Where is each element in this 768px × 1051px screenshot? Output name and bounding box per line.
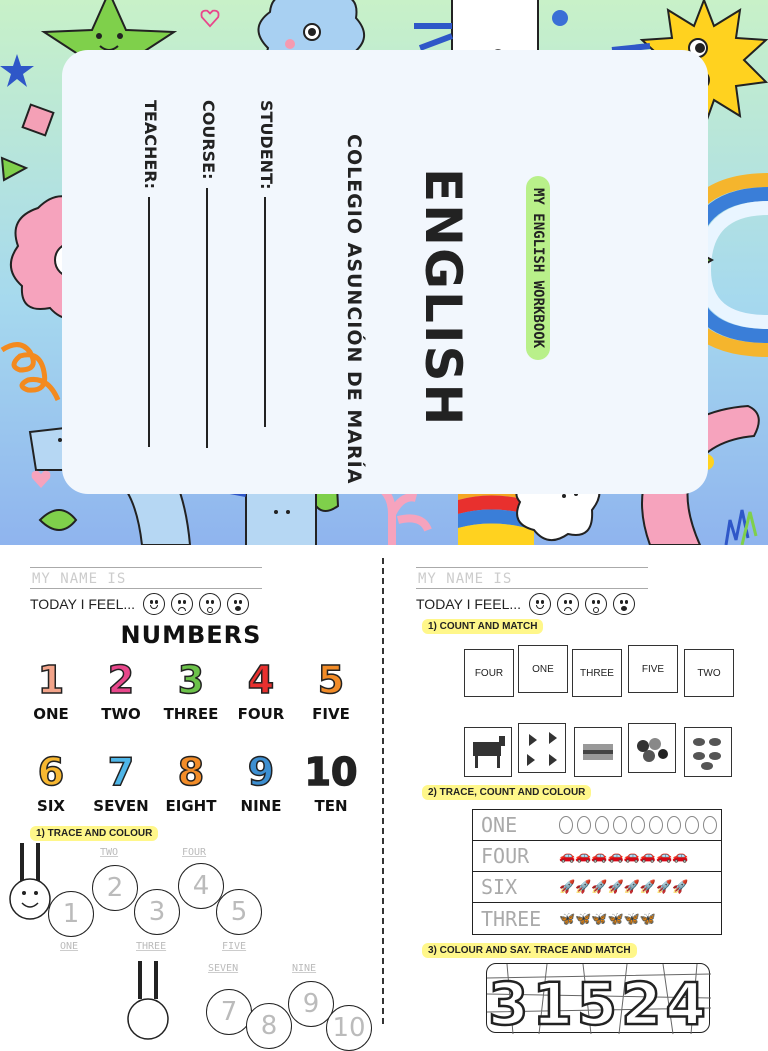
table-row: THREE 🦋🦋🦋🦋🦋🦋 — [481, 906, 657, 931]
orange-swirl-icon — [0, 336, 62, 406]
numbers-row-1 — [16, 657, 366, 723]
colour-by-number-picture[interactable] — [486, 963, 710, 1038]
activity-colour-say-label: 3) COLOUR AND SAY. TRACE AND MATCH — [422, 943, 637, 958]
number-card: 8 EIGHT — [165, 750, 217, 815]
page-divider — [382, 558, 384, 1024]
trace-word: FOUR — [182, 847, 207, 858]
table-row: FOUR 🚗🚗🚗🚗🚗🚗🚗🚗 — [473, 841, 721, 872]
puzzle-word-piece[interactable]: FOUR — [464, 649, 514, 697]
teacher-label: TEACHER: — [141, 100, 160, 190]
activity-trace-colour-label: 1) TRACE AND COLOUR — [30, 826, 158, 841]
teacher-field[interactable] — [141, 100, 160, 447]
numbers-worksheet — [0, 545, 382, 1043]
trace-circle[interactable]: 10 — [326, 1005, 372, 1051]
trace-circle[interactable]: 7 — [206, 989, 252, 1035]
course-line — [207, 188, 209, 448]
trace-circle[interactable]: 4 — [178, 863, 224, 909]
butterfly-icons[interactable]: 🦋🦋🦋🦋🦋🦋 — [559, 910, 657, 926]
feel-label: TODAY I FEEL... — [30, 596, 136, 612]
count-match-worksheet — [386, 545, 768, 1038]
puzzle-picture-butterflies[interactable] — [518, 723, 566, 773]
trace-circle[interactable]: 9 — [288, 981, 334, 1027]
number-card: 10 TEN — [304, 750, 358, 815]
puzzle-picture-balls[interactable] — [628, 723, 676, 773]
trace-circle[interactable]: 1 — [48, 891, 94, 937]
student-field[interactable] — [257, 100, 276, 427]
feel-label: TODAY I FEEL... — [416, 596, 522, 612]
colour-digits: 31524 — [488, 970, 710, 1038]
sad-face-icon[interactable] — [557, 593, 579, 615]
caterpillar-head-icon — [6, 841, 52, 931]
trace-word: NINE — [292, 963, 317, 974]
rocket-icons[interactable]: 🚀🚀🚀🚀🚀🚀🚀🚀 — [559, 879, 689, 894]
student-line — [265, 197, 267, 427]
number-card: 1 ONE — [33, 658, 69, 723]
trace-circle[interactable]: 5 — [216, 889, 262, 935]
puzzle-picture-stones[interactable] — [684, 727, 732, 777]
happy-face-icon[interactable] — [143, 593, 165, 615]
puzzle-word-piece[interactable]: ONE — [518, 645, 568, 693]
course-label: COURSE: — [199, 100, 218, 180]
numbers-row-2 — [16, 749, 366, 815]
number-card: 2 TWO — [101, 658, 141, 723]
table-row: SIX 🚀🚀🚀🚀🚀🚀🚀🚀 — [473, 872, 721, 903]
surprised-face-icon[interactable] — [199, 593, 221, 615]
trace-word: TWO — [100, 847, 119, 858]
pink-square-icon — [22, 104, 56, 138]
teacher-line — [149, 197, 151, 447]
small-heart-icon — [200, 8, 220, 28]
student-label: STUDENT: — [257, 100, 276, 190]
number-card: 4 FOUR — [237, 658, 285, 723]
scared-face-icon[interactable] — [613, 593, 635, 615]
feelings-row — [30, 593, 255, 615]
puzzle-word-piece[interactable]: FIVE — [628, 645, 678, 693]
trace-circle[interactable]: 8 — [246, 1003, 292, 1049]
trace-count-table — [472, 809, 722, 935]
activity-trace-count-label: 2) TRACE, COUNT AND COLOUR — [422, 785, 591, 800]
number-card: 7 SEVEN — [93, 750, 149, 815]
scared-face-icon[interactable] — [227, 593, 249, 615]
cover-subtitle-badge: MY ENGLISH WORKBOOK — [526, 176, 550, 360]
pink-heart-icon — [30, 468, 52, 490]
sad-face-icon[interactable] — [171, 593, 193, 615]
happy-face-icon[interactable] — [529, 593, 551, 615]
number-card: 6 SIX — [37, 750, 65, 815]
number-card: 3 THREE — [163, 658, 219, 723]
puzzle-picture-zebra[interactable] — [464, 727, 512, 777]
number-card: 5 FIVE — [312, 658, 350, 723]
number-card: 9 NINE — [240, 750, 282, 815]
table-row: ONE — [473, 810, 721, 841]
blue-star-icon — [0, 54, 34, 88]
numbers-title: NUMBERS — [120, 621, 262, 649]
trace-circle[interactable]: 2 — [92, 865, 138, 911]
puzzle-word-piece[interactable]: TWO — [684, 649, 734, 697]
surprised-face-icon[interactable] — [585, 593, 607, 615]
activity-count-match-label: 1) COUNT AND MATCH — [422, 619, 543, 634]
trace-word: FIVE — [222, 941, 247, 952]
puzzle-picture-sandwich[interactable] — [574, 727, 622, 777]
oval-shapes[interactable] — [559, 816, 717, 834]
school-name: COLEGIO ASUNCIÓN DE MARÍA — [343, 134, 365, 485]
trace-circle[interactable]: 3 — [134, 889, 180, 935]
name-trace-line[interactable]: MY NAME IS — [416, 567, 648, 589]
cover-title: ENGLISH — [414, 168, 472, 428]
trace-word: ONE — [60, 941, 79, 952]
course-field[interactable] — [199, 100, 218, 448]
caterpillar-head-2-icon — [124, 959, 170, 1039]
car-icons[interactable]: 🚗🚗🚗🚗🚗🚗🚗🚗 — [559, 848, 689, 863]
puzzle-word-piece[interactable]: THREE — [572, 649, 622, 697]
trace-word: THREE — [136, 941, 167, 952]
feelings-row — [416, 593, 641, 615]
name-trace-line[interactable]: MY NAME IS — [30, 567, 262, 589]
green-triangle-icon — [0, 154, 30, 184]
trace-word: SEVEN — [208, 963, 239, 974]
